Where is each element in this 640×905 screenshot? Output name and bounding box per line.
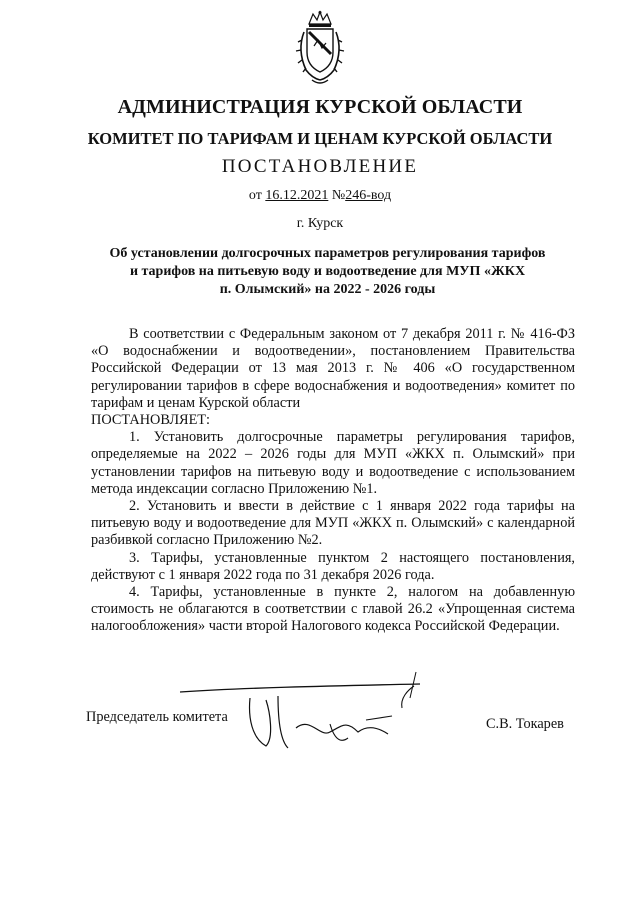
administration-title: АДМИНИСТРАЦИЯ КУРСКОЙ ОБЛАСТИ [117, 96, 523, 118]
signatory-position: Председатель комитета [86, 709, 228, 725]
document-number: 246-вод [345, 188, 392, 203]
intro-paragraph: В соответствии с Федеральным законом от 7 декабря 2011 г. № 416-ФЗ «О водоснабжении и водоотведении», постановлением Правительства Российской Федерации от 13 мая 2013 г. № 406 «О государственном регулировании тарифов в сфере водоснабжения и водоотведения» комитет по тарифам и ценам Курской области [91, 326, 575, 411]
document-body [91, 326, 575, 636]
signatory-name: С.В. Токарев [486, 716, 564, 732]
coat-of-arms-icon [294, 10, 346, 88]
item-paragraph: 4. Тарифы, установленные в пункте 2, налогом на добавленную стоимость не облагаются в соответствии с главой 26.2 «Упрощенная система налогообложения» части второй Налогового кодекса Российской Федерации. [91, 584, 575, 635]
committee-title: КОМИТЕТ ПО ТАРИФАМ И ЦЕНАМ КУРСКОЙ ОБЛАСТИ [87, 129, 553, 148]
document-type: ПОСТАНОВЛЕНИЕ [221, 156, 419, 177]
item-paragraph: 2. Установить и ввести в действие с 1 января 2022 года тарифы на питьевую воду и водоотведение для МУП «ЖКХ п. Олымский» с календарной разбивкой согласно Приложению №2. [91, 498, 575, 549]
subject-line: п. Олымский» на 2022 - 2026 годы [219, 282, 436, 297]
date-number-line [0, 188, 640, 204]
subject-line: и тарифов на питьевую воду и водоотведение для МУП «ЖКХ [129, 264, 526, 279]
document-date: 16.12.2021 [265, 188, 329, 203]
subject-line: Об установлении долгосрочных параметров регулирования тарифов [109, 246, 546, 261]
date-prefix: от [248, 188, 262, 203]
decree-word: ПОСТАНОВЛЯЕТ: [91, 412, 211, 429]
city: г. Курск [296, 216, 344, 231]
number-prefix: № [331, 188, 346, 203]
subject-title [100, 245, 555, 299]
item-paragraph: 1. Установить долгосрочные параметры регулирования тарифов, определяемые на 2022 – 2026 годы для МУП «ЖКХ п. Олымский» при установлении тарифов на питьевую воду и водоотведение с использованием метода индексации согласно Приложению №1. [91, 429, 575, 497]
item-paragraph: 3. Тарифы, установленные пунктом 2 настоящего постановления, действуют с 1 января 2022 года по 31 декабря 2026 года. [91, 549, 575, 583]
